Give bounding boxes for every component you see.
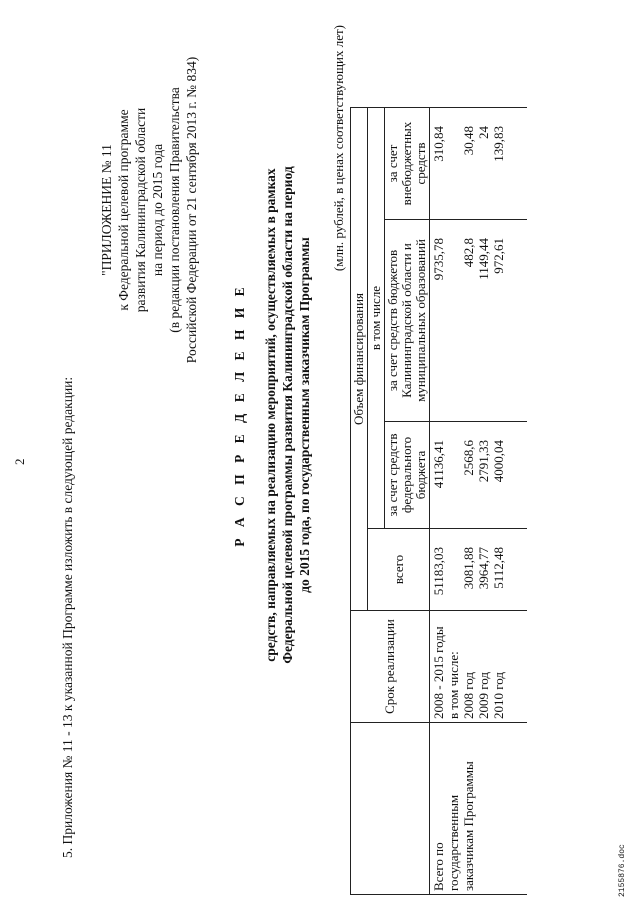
federal-value: 2568,6 — [461, 440, 476, 476]
total-value: 5112,48 — [491, 547, 506, 589]
extrabudget-value: 310,84 — [431, 126, 446, 162]
regional-value: 1149,44 — [476, 238, 491, 280]
regional-header: за счет средств бюджетов Калининградской области и муниципальных образований — [385, 220, 430, 422]
page-number: 2 — [12, 458, 27, 465]
row-label-line: государственным — [446, 794, 461, 891]
period-cell — [430, 611, 528, 723]
period-line: 2010 год — [491, 672, 506, 719]
extrabudget-value: 24 — [476, 126, 491, 139]
subtitle-line: средств, направляемых на реализацию мероприятий, осуществляемых в рамках — [263, 168, 278, 662]
total-value: 51183,03 — [431, 547, 446, 596]
volume-header: Объем финансирования — [351, 108, 368, 611]
units-note: (млн. рублей, в ценах соответствующих лет) — [331, 25, 346, 272]
document-title: Р А С П Р Е Д Е Л Е Н И Е — [232, 283, 247, 547]
distribution-table — [350, 107, 527, 895]
total-value: 3081,88 — [461, 547, 476, 590]
including-header: в том числе — [368, 108, 385, 529]
federal-value: 2791,33 — [476, 440, 491, 483]
subtitle-line: Федеральной целевой программы развития Калининградской области на период — [280, 166, 295, 664]
regional-value — [446, 238, 461, 418]
period-line: 2008 - 2015 годы — [431, 626, 446, 719]
document-subtitle — [262, 35, 313, 795]
table-row — [430, 108, 528, 895]
federal-header: за счет средств федерального бюджета — [385, 422, 430, 529]
intro-paragraph: 5. Приложения № 11 - 13 к указанной Программе изложить в следующей редакции: — [60, 376, 75, 858]
total-header: всего — [368, 529, 430, 611]
appendix-line: на период до 2015 года — [150, 143, 165, 277]
row-label-cell — [430, 723, 528, 895]
period-header: Срок реализации — [351, 611, 430, 723]
file-code: 2155876.doc — [618, 844, 627, 897]
total-value: 3964,77 — [476, 547, 491, 590]
total-value — [446, 547, 461, 607]
extrabudget-value: 139,83 — [491, 126, 506, 162]
appendix-line: "ПРИЛОЖЕНИЕ № 11 — [99, 144, 114, 276]
appendix-line: (в редакции постановления Правительства — [167, 87, 182, 333]
total-cell — [430, 529, 528, 611]
regional-value: 482,8 — [461, 238, 476, 268]
regional-value: 9735,78 — [431, 238, 446, 281]
label-header-cell — [351, 723, 430, 895]
federal-cell — [430, 422, 528, 529]
extrabudget-cell — [430, 108, 528, 220]
subtitle-line: до 2015 года, по государственным заказчикам Программы — [297, 237, 312, 593]
appendix-line: развития Калининградской области — [133, 107, 148, 313]
appendix-line: Российской Федерации от 21 сентября 2013 г. № 834) — [184, 56, 199, 364]
federal-value — [446, 440, 461, 525]
regional-value: 972,61 — [491, 238, 506, 274]
period-line: 2009 год — [476, 672, 491, 719]
extrabudget-value — [446, 126, 461, 216]
appendix-header — [98, 45, 200, 375]
extrabudget-value: 30,48 — [461, 126, 476, 156]
federal-value: 41136,41 — [431, 440, 446, 489]
regional-cell — [430, 220, 528, 422]
row-label-line: заказчикам Программы — [461, 761, 476, 891]
extrabudget-header: за счет внебюджетных средств — [385, 108, 430, 220]
period-line: в том числе: — [446, 651, 461, 719]
period-line: 2008 год — [461, 672, 476, 719]
federal-value: 4000,04 — [491, 440, 506, 483]
row-label-line: Всего по — [431, 842, 446, 891]
appendix-line: к Федеральной целевой программе — [116, 109, 131, 311]
